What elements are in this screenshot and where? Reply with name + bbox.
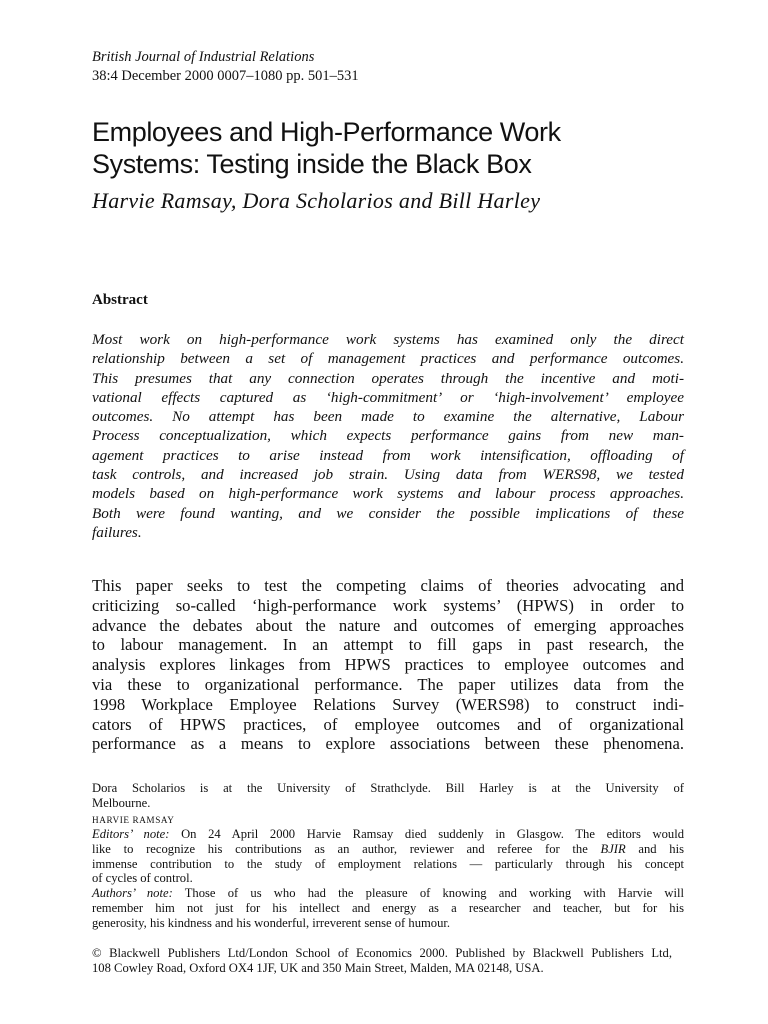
authors-note-text: Those of us who had the pleasure of knowing and working with Harvie will — [172, 886, 684, 901]
copyright-line: 108 Cowley Road, Oxford OX4 1JF, UK and 350 Main Street, Malden, MA 02148, USA. — [92, 961, 544, 975]
copyright-notice — [92, 946, 672, 976]
article-title-line-2: Systems: Testing inside the Black Box — [92, 149, 532, 179]
copyright-line: © Blackwell Publishers Ltd/London School of Economics 2000. Published by Blackwell Publishers Ltd, — [92, 946, 672, 960]
article-title — [92, 116, 692, 180]
body-line: 1998 Workplace Employee Relations Survey (WERS98) to construct indi- — [92, 694, 684, 714]
abstract-line: Process conceptualization, which expects performance gains from new man- — [92, 427, 684, 445]
journal-issue: 38:4 December 2000 0007–1080 pp. 501–531 — [92, 68, 359, 84]
affiliation-line: Melbourne. — [92, 795, 151, 810]
editors-note-line — [92, 842, 684, 857]
author-affiliations — [92, 781, 684, 810]
authors-note-line — [92, 886, 684, 901]
body-line: to labour management. In an attempt to fill gaps in past research, the — [92, 635, 684, 655]
abstract-line: Both were found wanting, and we consider the possible implications of these — [92, 504, 684, 522]
abstract-line: models based on high-performance work systems and labour process approaches. — [92, 485, 684, 503]
body-line: analysis explores linkages from HPWS practices to employee outcomes and — [92, 655, 684, 675]
abstract-line: agement practices to arise instead from work intensification, offloading of — [92, 446, 684, 464]
body-line: criticizing so-called ‘high-performance work systems’ (HPWS) in order to — [92, 595, 684, 615]
journal-name: British Journal of Industrial Relations — [92, 49, 315, 65]
memorial-name: HARVIE RAMSAY — [92, 815, 175, 825]
body-line: performance as a means to explore associations between these phenomena. — [92, 734, 684, 754]
abstract-line: failures. — [92, 523, 142, 541]
editors-note-line — [92, 827, 684, 842]
article-page — [92, 0, 684, 1024]
editors-note-line: of cycles of control. — [92, 871, 193, 886]
abstract-line: outcomes. No attempt has been made to examine the alternative, Labour — [92, 408, 684, 426]
body-line: cators of HPWS practices, of employee outcomes and of organizational — [92, 714, 684, 734]
journal-header — [92, 48, 359, 86]
notes — [92, 827, 684, 931]
body-line: via these to organizational performance. The paper utilizes data from the — [92, 674, 684, 694]
abstract-line: task controls, and increased job strain. Using data from WERS98, we tested — [92, 466, 684, 484]
editors-note-label: Editors’ note: — [92, 827, 170, 841]
body-line: This paper seeks to test the competing claims of theories advocating and — [92, 576, 684, 595]
body-line: advance the debates about the nature and outcomes of emerging approaches — [92, 615, 684, 635]
editors-note-line: immense contribution to the study of employment relations — particularly through his concept — [92, 856, 684, 871]
abstract-heading: Abstract — [92, 292, 148, 308]
editors-note-text: On 24 April 2000 Harvie Ramsay died suddenly in Glasgow. The editors would — [169, 827, 684, 841]
abstract-line: relationship between a set of management practices and performance outcomes. — [92, 350, 684, 368]
authors-note-line: remember him not just for his intellect and energy as a researcher and teacher, but for his — [92, 900, 684, 915]
authors-note-label: Authors’ note: — [92, 886, 173, 901]
abstract-line: This presumes that any connection operates through the incentive and moti- — [92, 369, 684, 387]
article-title-line-1: Employees and High-Performance Work — [92, 117, 561, 147]
abstract-text — [92, 330, 684, 542]
affiliation-line: Dora Scholarios is at the University of Strathclyde. Bill Harley is at the University of — [92, 781, 684, 795]
intro-paragraph — [92, 576, 684, 754]
abstract-line: Most work on high-performance work systems has examined only the direct — [92, 331, 684, 348]
editors-note-text: and his — [625, 841, 684, 856]
abstract-line: vational effects captured as ‘high-commitment’ or ‘high-involvement’ employee — [92, 388, 684, 406]
editors-note-text: like to recognize his contributions as an author, reviewer and referee for the — [92, 841, 601, 856]
journal-abbrev: BJIR — [600, 841, 626, 856]
article-authors: Harvie Ramsay, Dora Scholarios and Bill Harley — [92, 188, 541, 213]
authors-note-line: generosity, his kindness and his wonderful, irreverent sense of humour. — [92, 915, 451, 930]
